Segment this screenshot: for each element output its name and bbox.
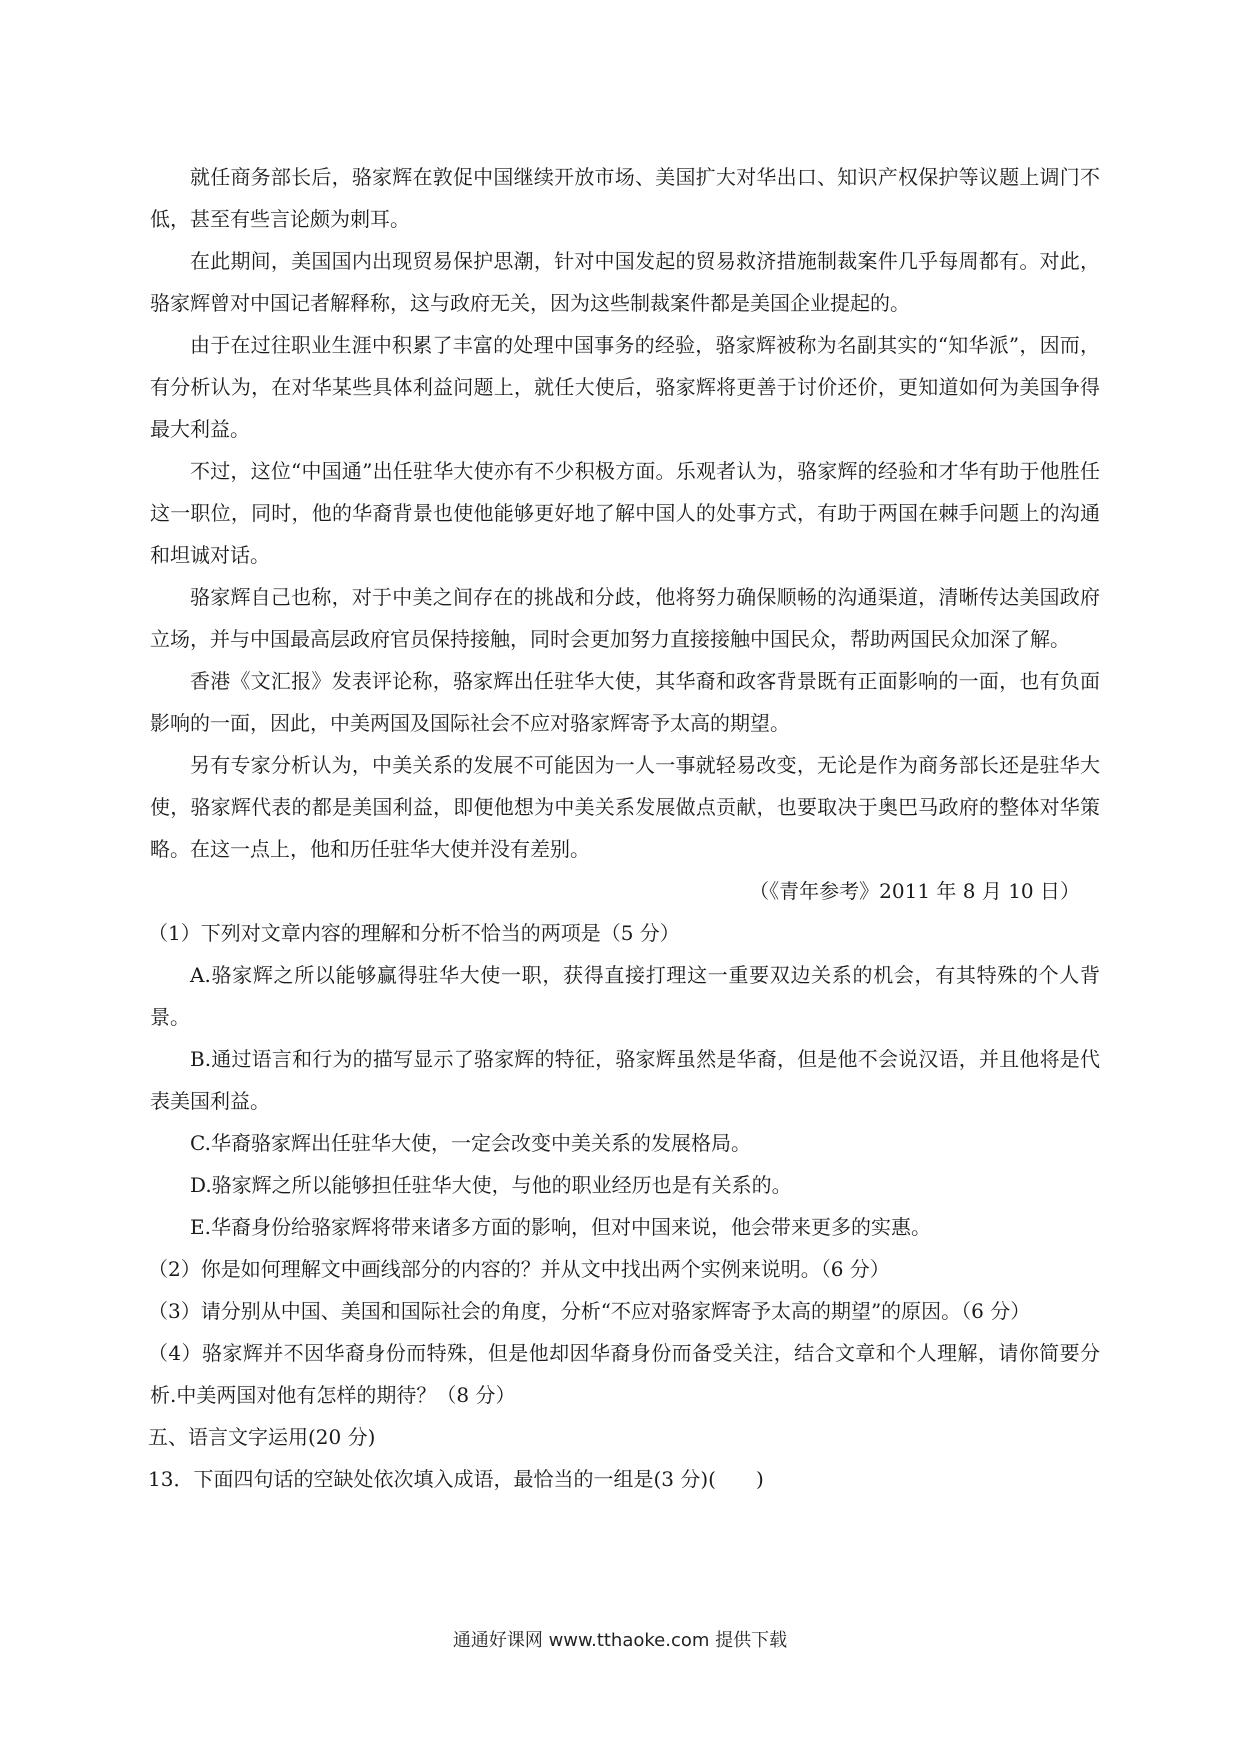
section-5-heading: 五、语言文字运用(20 分) bbox=[148, 1425, 376, 1449]
article-paragraph-3: 由于在过往职业生涯中积累了丰富的处理中国事务的经验，骆家辉被称为名副其实的“知华派”，因而，有分析认为，在对华某些具体利益问题上，就任大使后，骆家辉将更善于讨价还价，更知道如何为美国争得最大利益。 bbox=[150, 333, 1100, 441]
question-1: （1）下列对文章内容的理解和分析不恰当的两项是（5 分） bbox=[148, 921, 680, 945]
question-1-option-c: C.华裔骆家辉出任驻华大使，一定会改变中美关系的发展格局。 bbox=[190, 1131, 751, 1155]
question-1-option-e: E.华裔身份给骆家辉将带来诸多方面的影响，但对中国来说，他会带来更多的实惠。 bbox=[190, 1215, 931, 1239]
article-paragraph-2: 在此期间，美国国内出现贸易保护思潮，针对中国发起的贸易救济措施制裁案件几乎每周都有。对此，骆家辉曾对中国记者解释称，这与政府无关，因为这些制裁案件都是美国企业提起的。 bbox=[150, 249, 1100, 315]
question-1-option-a: A.骆家辉之所以能够赢得驻华大使一职，获得直接打理这一重要双边关系的机会，有其特殊的个人背景。 bbox=[150, 963, 1100, 1029]
article-paragraph-5: 骆家辉自己也称，对于中美之间存在的挑战和分歧，他将努力确保顺畅的沟通渠道，清晰传达美国政府立场，并与中国最高层政府官员保持接触，同时会更加努力直接接触中国民众，帮助两国民众加深了解。 bbox=[150, 585, 1100, 651]
article-paragraph-1: 就任商务部长后，骆家辉在敦促中国继续开放市场、美国扩大对华出口、知识产权保护等议题上调门不低，甚至有些言论颇为刺耳。 bbox=[150, 165, 1100, 231]
question-1-option-b: B.通过语言和行为的描写显示了骆家辉的特征，骆家辉虽然是华裔，但是他不会说汉语，并且他将是代表美国利益。 bbox=[150, 1047, 1100, 1113]
question-1-option-d: D.骆家辉之所以能够担任驻华大使，与他的职业经历也是有关系的。 bbox=[190, 1173, 792, 1197]
question-2: （2）你是如何理解文中画线部分的内容的？并从文中找出两个实例来说明。（6 分） bbox=[148, 1257, 890, 1281]
article-source: （《青年参考》2011 年 8 月 10 日） bbox=[749, 879, 1080, 903]
question-3: （3）请分别从中国、美国和国际社会的角度，分析“不应对骆家辉寄予太高的期望”的原因。（6 分） bbox=[148, 1299, 1031, 1323]
question-13: 13．下面四句话的空缺处依次填入成语，最恰当的一组是(3 分)( ) bbox=[148, 1467, 764, 1491]
article-paragraph-7: 另有专家分析认为，中美关系的发展不可能因为一人一事就轻易改变，无论是作为商务部长还是驻华大使，骆家辉代表的都是美国利益，即便他想为中美关系发展做点贡献，也要取决于奥巴马政府的整体对华策略。在这一点上，他和历任驻华大使并没有差别。 bbox=[150, 753, 1100, 861]
article-paragraph-6: 香港《文汇报》发表评论称，骆家辉出任驻华大使，其华裔和政客背景既有正面影响的一面，也有负面影响的一面，因此，中美两国及国际社会不应对骆家辉寄予太高的期望。 bbox=[150, 669, 1100, 735]
question-4: （4）骆家辉并不因华裔身份而特殊，但是他却因华裔身份而备受关注，结合文章和个人理解，请你简要分析.中美两国对他有怎样的期待？（8 分） bbox=[148, 1341, 1100, 1407]
article-paragraph-4: 不过，这位“中国通”出任驻华大使亦有不少积极方面。乐观者认为，骆家辉的经验和才华有助于他胜任这一职位，同时，他的华裔背景也使他能够更好地了解中国人的处事方式，有助于两国在棘手问题上的沟通和坦诚对话。 bbox=[150, 459, 1100, 567]
document-body bbox=[150, 156, 1100, 1500]
page-footer: 通通好课网 www.tthaoke.com 提供下载 bbox=[452, 1630, 788, 1651]
